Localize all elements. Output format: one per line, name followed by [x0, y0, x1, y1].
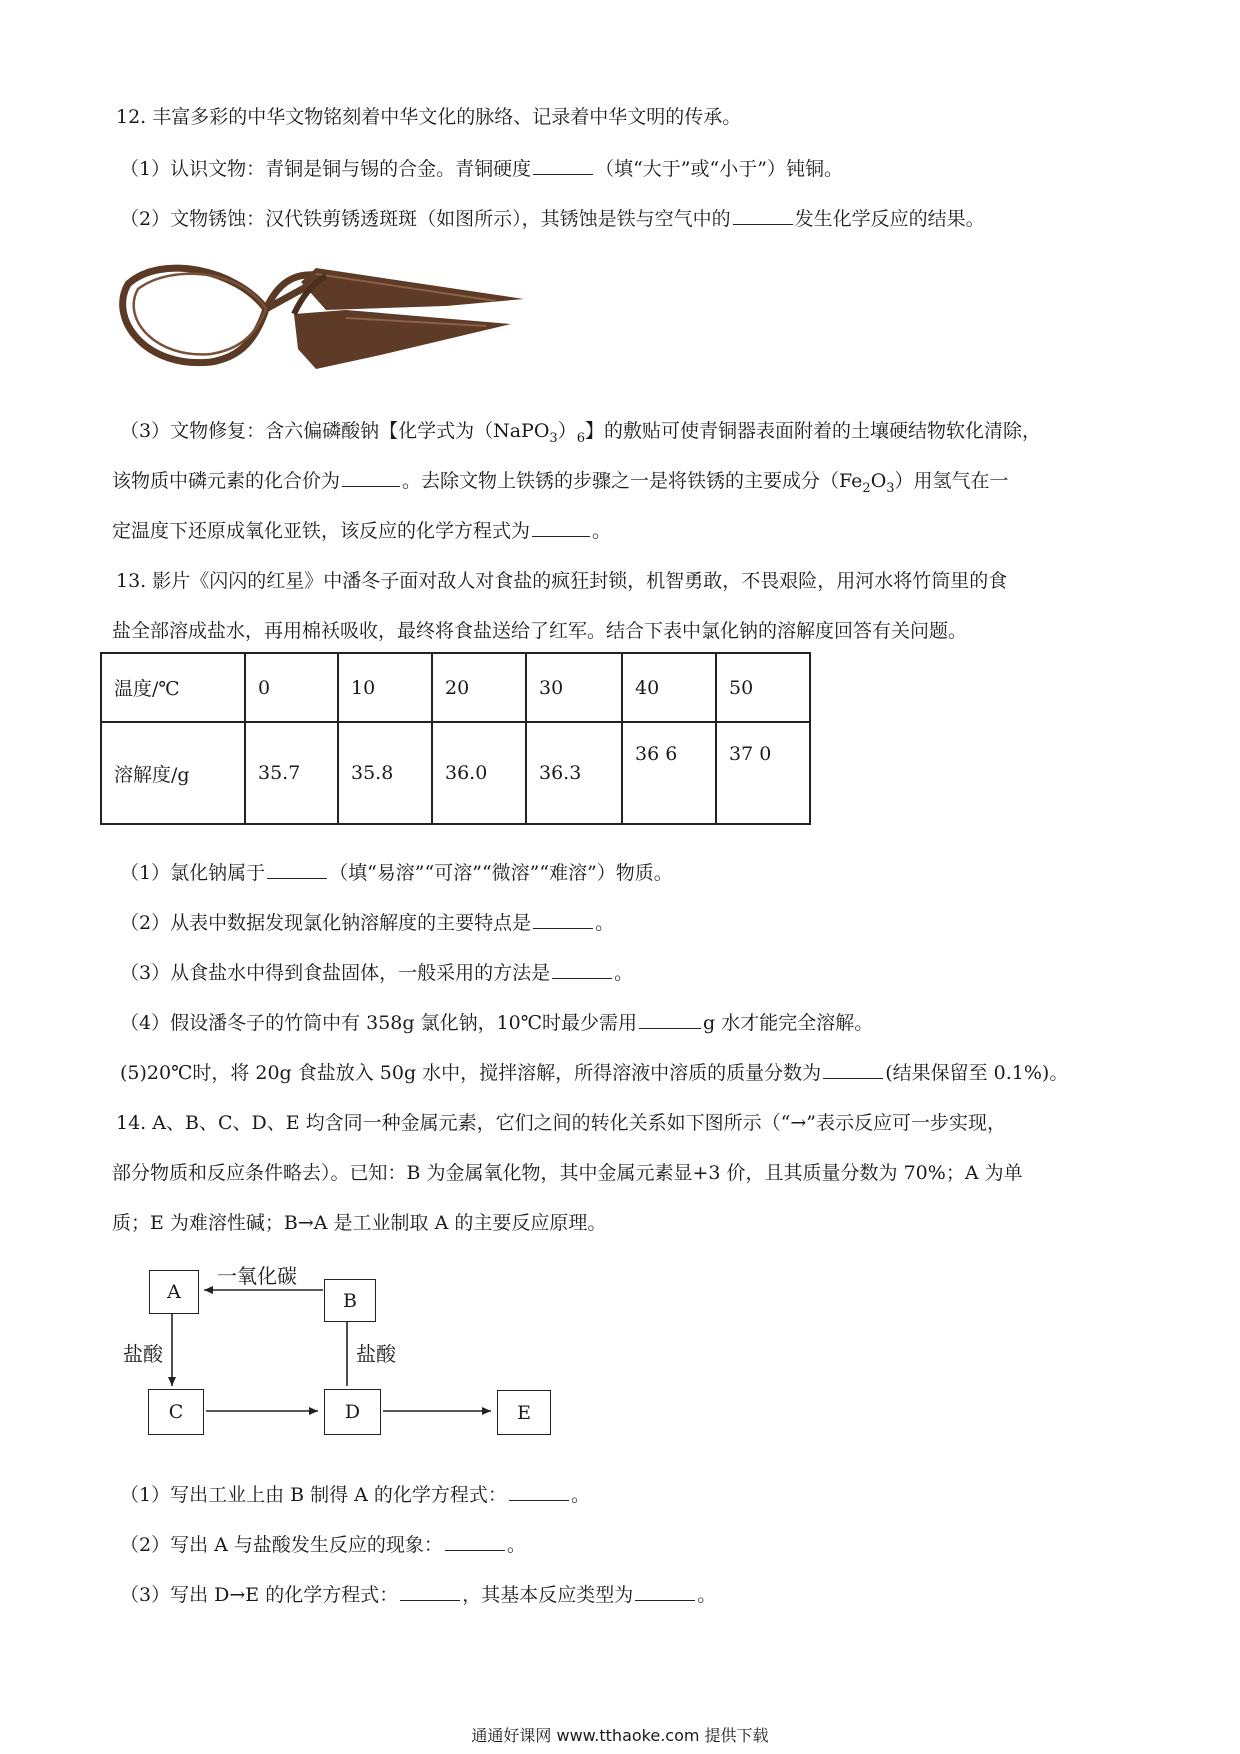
- label-carbon-monoxide: 一氧化碳: [217, 1264, 297, 1288]
- subscript: 6: [576, 430, 585, 446]
- table-header-cell: 温度/℃: [101, 653, 245, 722]
- q13-sub5-text-end: (结果保留至 0.1%)。: [885, 1062, 1069, 1084]
- table-header-cell: 溶解度/g: [101, 722, 245, 824]
- answer-blank[interactable]: [400, 1582, 460, 1601]
- q13-line2: 盐全部溶成盐水，再用棉袄吸收，最终将食盐送给了红军。结合下表中氯化钠的溶解度回答有关问题。: [112, 620, 968, 642]
- subscript: 3: [886, 480, 895, 496]
- q12-part3-line2-text-o: O: [870, 470, 887, 492]
- q13-sub3-text: （3）从食盐水中得到食盐固体，一般采用的方法是: [120, 962, 551, 984]
- q12-part3-line2-text: 该物质中磷元素的化合价为: [112, 470, 341, 492]
- node-d: D: [324, 1389, 381, 1435]
- q13-sub3-text-end: 。: [614, 962, 634, 984]
- table-cell: 35.8: [338, 722, 432, 824]
- q14-sub3: [120, 1582, 716, 1608]
- table-cell: 35.7: [245, 722, 338, 824]
- q14-sub2-text-end: 。: [506, 1534, 526, 1556]
- q14-sub2-text: （2）写出 A 与盐酸发生反应的现象：: [120, 1534, 443, 1556]
- q14-sub2: [120, 1532, 526, 1558]
- q14-line3: 质；E 为难溶性碱；B→A 是工业制取 A 的主要反应原理。: [112, 1212, 607, 1234]
- page-footer: 通通好课网 www.tthaoke.com 提供下载: [471, 1726, 769, 1745]
- table-cell: 40: [622, 653, 716, 722]
- table-cell: 36.3: [526, 722, 622, 824]
- table-cell: 36 6: [622, 722, 716, 824]
- q14-sub1: [120, 1482, 590, 1508]
- q12-part3-text: （3）文物修复：含六偏磷酸钠【化学式为（NaPO: [120, 420, 550, 442]
- q13-line1: 13. 影片《闪闪的红星》中潘冬子面对敌人对食盐的疯狂封锁，机智勇敢，不畏艰险，用河水将竹筒里的食: [116, 570, 1008, 592]
- q12-part3-line3-text: 定温度下还原成氧化亚铁，该反应的化学方程式为: [112, 520, 531, 542]
- q12-part3-line2-text-end: ）用氢气在一: [894, 470, 1009, 492]
- subscript: 3: [549, 430, 558, 446]
- q12-part2-text-end: 发生化学反应的结果。: [794, 208, 985, 230]
- label-hydrochloric-acid-ac: 盐酸: [123, 1342, 163, 1366]
- q14-sub3-text-end: 。: [697, 1584, 717, 1606]
- q13-sub5-text: (5)20℃时，将 20g 食盐放入 50g 水中，搅拌溶解，所得溶液中溶质的质量分数为: [120, 1062, 822, 1084]
- table-cell: 30: [526, 653, 622, 722]
- q12-part3-text-mid: ）: [557, 420, 577, 442]
- q12-part1-text: （1）认识文物：青铜是铜与锡的合金。青铜硬度: [120, 158, 532, 180]
- table-cell: 50: [716, 653, 810, 722]
- subscript: 2: [862, 480, 871, 496]
- answer-blank[interactable]: [509, 1482, 569, 1501]
- q14-line2: 部分物质和反应条件略去）。已知：B 为金属氧化物，其中金属元素显+3 价，且其质量分数为 70%；A 为单: [112, 1162, 1023, 1184]
- node-c: C: [148, 1389, 204, 1435]
- q13-sub2-text: （2）从表中数据发现氯化钠溶解度的主要特点是: [120, 912, 532, 934]
- q13-sub1-text-end: （填“易溶”“可溶”“微溶”“难溶”）物质。: [329, 862, 673, 884]
- q13-sub4-text-end: g 水才能完全溶解。: [703, 1012, 874, 1034]
- table-cell: 37 0: [716, 722, 810, 824]
- q12-part3-line2-text-mid: 。去除文物上铁锈的步骤之一是将铁锈的主要成分（Fe: [402, 470, 863, 492]
- node-e: E: [497, 1390, 551, 1435]
- q14-sub1-text-end: 。: [570, 1484, 590, 1506]
- answer-blank[interactable]: [445, 1532, 505, 1551]
- table-cell: 36.0: [432, 722, 526, 824]
- q14-sub3-text-mid: ，其基本反应类型为: [462, 1584, 634, 1606]
- node-a: A: [149, 1270, 199, 1314]
- q13-sub2-text-end: 。: [595, 912, 615, 934]
- answer-blank[interactable]: [635, 1582, 695, 1601]
- table-cell: 0: [245, 653, 338, 722]
- q12-part3-text-end: 】的敷贴可使青铜器表面附着的土壤硬结物软化清除，: [584, 420, 1041, 442]
- node-b: B: [324, 1279, 376, 1322]
- table-cell: 10: [338, 653, 432, 722]
- q13-sub4-text: （4）假设潘冬子的竹筒中有 358g 氯化钠，10℃时最少需用: [120, 1012, 638, 1034]
- label-hydrochloric-acid-bd: 盐酸: [356, 1342, 396, 1366]
- table-cell: 20: [432, 653, 526, 722]
- q12-part2-text: （2）文物锈蚀：汉代铁剪锈透斑斑（如图所示），其锈蚀是铁与空气中的: [120, 208, 731, 230]
- q14-sub1-text: （1）写出工业上由 B 制得 A 的化学方程式：: [120, 1484, 507, 1506]
- q14-line1: 14. A、B、C、D、E 均含同一种金属元素，它们之间的转化关系如下图所示（“→”表示反应可一步实现，: [116, 1112, 1006, 1134]
- q12-part3-line3-text-end: 。: [592, 520, 612, 542]
- q13-sub1-text: （1）氯化钠属于: [120, 862, 266, 884]
- q12-part1-text-end: （填“大于”或“小于”）钝铜。: [595, 158, 843, 180]
- q14-sub3-text: （3）写出 D→E 的化学方程式：: [120, 1584, 399, 1606]
- q12-title: 12. 丰富多彩的中华文物铭刻着中华文化的脉络、记录着中华文明的传承。: [116, 106, 742, 128]
